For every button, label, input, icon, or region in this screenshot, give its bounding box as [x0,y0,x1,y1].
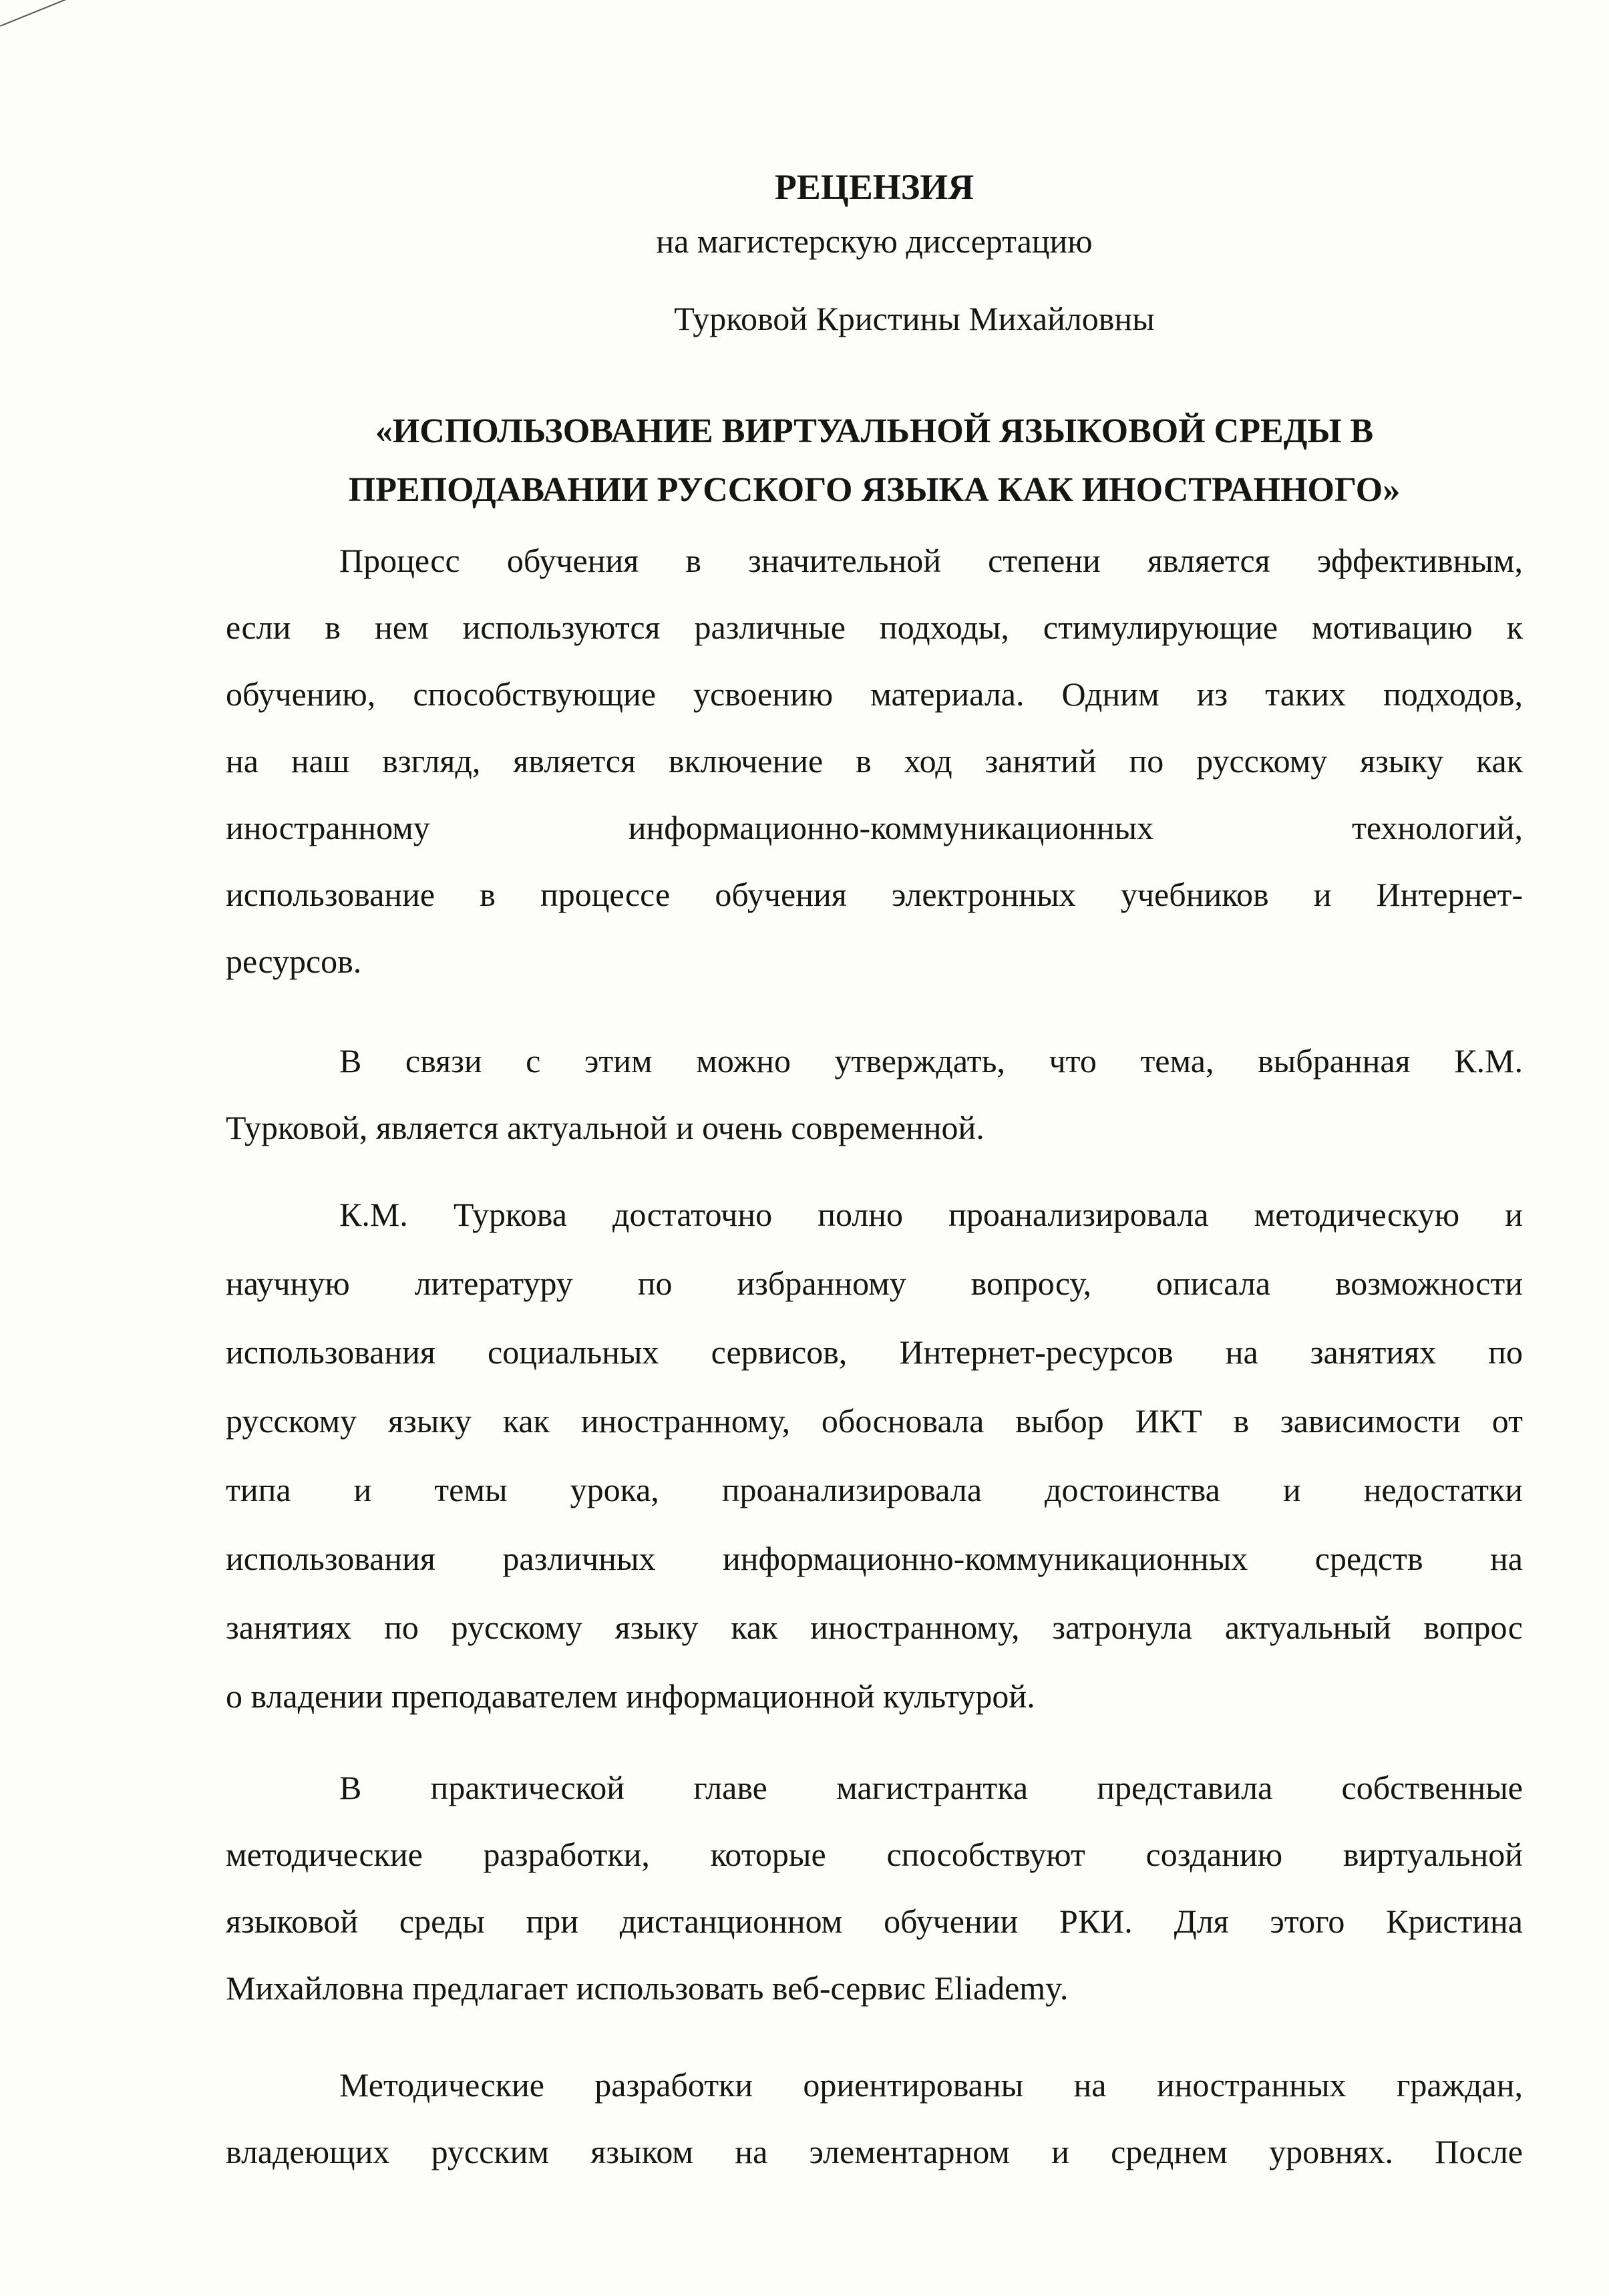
author-name: Турковой Кристины Михайловны [674,300,1155,337]
paragraph-2 [226,1027,1523,1161]
text-line: Турковой, является актуальной и очень современной. [226,1109,985,1146]
text-line: иностранному информационно-коммуникационных технологий, [226,809,1523,846]
paragraph-4 [226,1754,1523,2021]
document-subtitle: на магистерскую диссертацию [656,222,1093,260]
text-line: использования различных информационно-коммуникационных средств на [226,1540,1523,1577]
text-line: научную литературу по избранному вопросу, описала возможности [226,1265,1523,1302]
thesis-title-line: «ИСПОЛЬЗОВАНИЕ ВИРТУАЛЬНОЙ ЯЗЫКОВОЙ СРЕДЫ В [375,412,1374,450]
text-line: В практической главе магистрантка представила собственные [339,1769,1523,1806]
text-line: использования социальных сервисов, Интернет-ресурсов на занятиях по [226,1333,1523,1371]
paragraph-3 [226,1180,1523,1731]
text-line: К.М. Туркова достаточно полно проанализировала методическую и [339,1196,1523,1233]
paragraph-5 [226,2052,1523,2185]
text-line: ресурсов. [226,943,362,980]
text-line: о владении преподавателем информационной культурой. [226,1677,1035,1715]
text-line: Михайловна предлагает использовать веб-сервис Eliademy. [226,1969,1069,2007]
text-line: языковой среды при дистанционном обучении РКИ. Для этого Кристина [226,1903,1523,1940]
text-line: обучению, способствующие усвоению материала. Одним из таких подходов, [226,675,1523,713]
text-line: В связи с этим можно утверждать, что тема, выбранная К.М. [339,1042,1523,1080]
text-line: владеющих русским языком на элементарном и среднем уровнях. После [226,2133,1523,2170]
paragraph-1 [226,527,1523,995]
text-line: Методические разработки ориентированы на иностранных граждан, [339,2066,1523,2104]
text-line: использование в процессе обучения электронных учебников и Интернет- [226,876,1523,913]
text-line: методические разработки, которые способствуют созданию виртуальной [226,1836,1523,1873]
text-line: на наш взгляд, является включение в ход занятий по русскому языку как [226,742,1523,780]
scan-edge-mark [0,0,69,27]
text-line: занятиях по русскому языку как иностранному, затронула актуальный вопрос [226,1609,1523,1646]
document-title: РЕЦЕНЗИЯ [774,167,974,207]
text-line: если в нем используются различные подходы, стимулирующие мотивацию к [226,609,1523,646]
text-line: Процесс обучения в значительной степени является эффективным, [339,542,1523,579]
text-line: русскому языку как иностранному, обосновала выбор ИКТ в зависимости от [226,1402,1523,1440]
text-line: типа и темы урока, проанализировала достоинства и недостатки [226,1471,1523,1508]
thesis-title-line: ПРЕПОДАВАНИИ РУССКОГО ЯЗЫКА КАК ИНОСТРАННОГО» [348,471,1401,509]
